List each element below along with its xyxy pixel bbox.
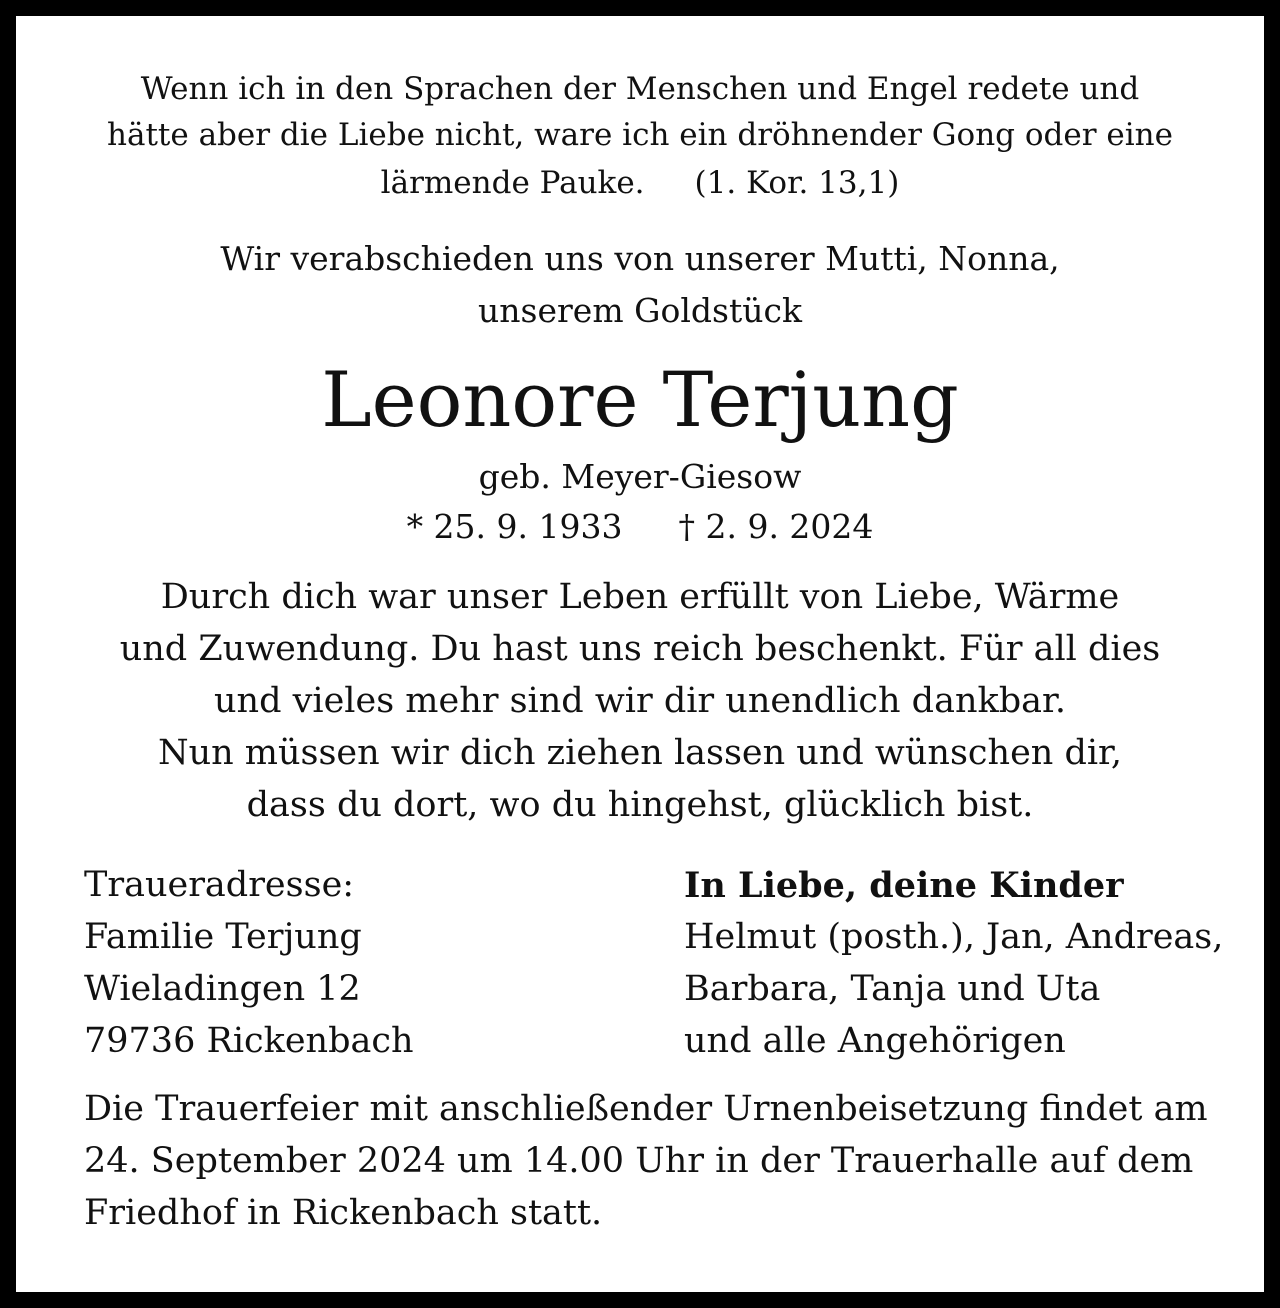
tribute-line-4: Nun müssen wir dich ziehen lassen und wünschen dir, (157, 733, 1123, 773)
service-line-1: Die Trauerfeier mit anschließender Urnenbeisetzung findet am (84, 1089, 1208, 1129)
verse-line-2: hätte aber die Liebe nicht, ware ich ein dröhnender Gong oder eine (107, 117, 1173, 153)
birth-date: * 25. 9. 1933 (406, 507, 623, 546)
intro-line-1: Wir verabschieden uns von unserer Mutti, Nonna, (220, 239, 1060, 278)
intro-line-2: unserem Goldstück (478, 291, 802, 330)
address-line-2: Wieladingen 12 (84, 969, 361, 1009)
service-line-3: Friedhof in Rickenbach statt. (84, 1193, 603, 1233)
family-line-3: und alle Angehörigen (684, 1021, 1066, 1061)
tribute-line-5: dass du dort, wo du hingehst, glücklich bist. (246, 785, 1034, 825)
death-date: † 2. 9. 2024 (678, 507, 874, 546)
address-line-3: 79736 Rickenbach (84, 1021, 414, 1061)
family-line-2: Barbara, Tanja und Uta (684, 969, 1101, 1009)
life-dates (16, 507, 1264, 546)
family-heading: In Liebe, deine Kinder (684, 865, 1124, 906)
verse-last-line-text: lärmende Pauke. (380, 165, 645, 201)
tribute-line-2: und Zuwendung. Du hast uns reich beschenkt. Für all dies (119, 629, 1161, 669)
verse-line-3 (16, 165, 1264, 201)
obituary-notice (16, 16, 1264, 1292)
address-heading: Traueradresse: (84, 865, 355, 905)
service-line-2: 24. September 2024 um 14.00 Uhr in der Trauerhalle auf dem (84, 1141, 1194, 1181)
tribute-line-1: Durch dich war unser Leben erfüllt von Liebe, Wärme (160, 577, 1120, 617)
maiden-name: geb. Meyer-Giesow (478, 457, 802, 496)
deceased-name: Leonore Terjung (321, 355, 959, 444)
verse-line-1: Wenn ich in den Sprachen der Menschen und Engel redete und (140, 71, 1140, 107)
verse-reference: (1. Kor. 13,1) (694, 165, 900, 201)
address-line-1: Familie Terjung (84, 917, 362, 957)
family-line-1: Helmut (posth.), Jan, Andreas, (684, 917, 1224, 957)
tribute-line-3: und vieles mehr sind wir dir unendlich dankbar. (214, 681, 1066, 721)
